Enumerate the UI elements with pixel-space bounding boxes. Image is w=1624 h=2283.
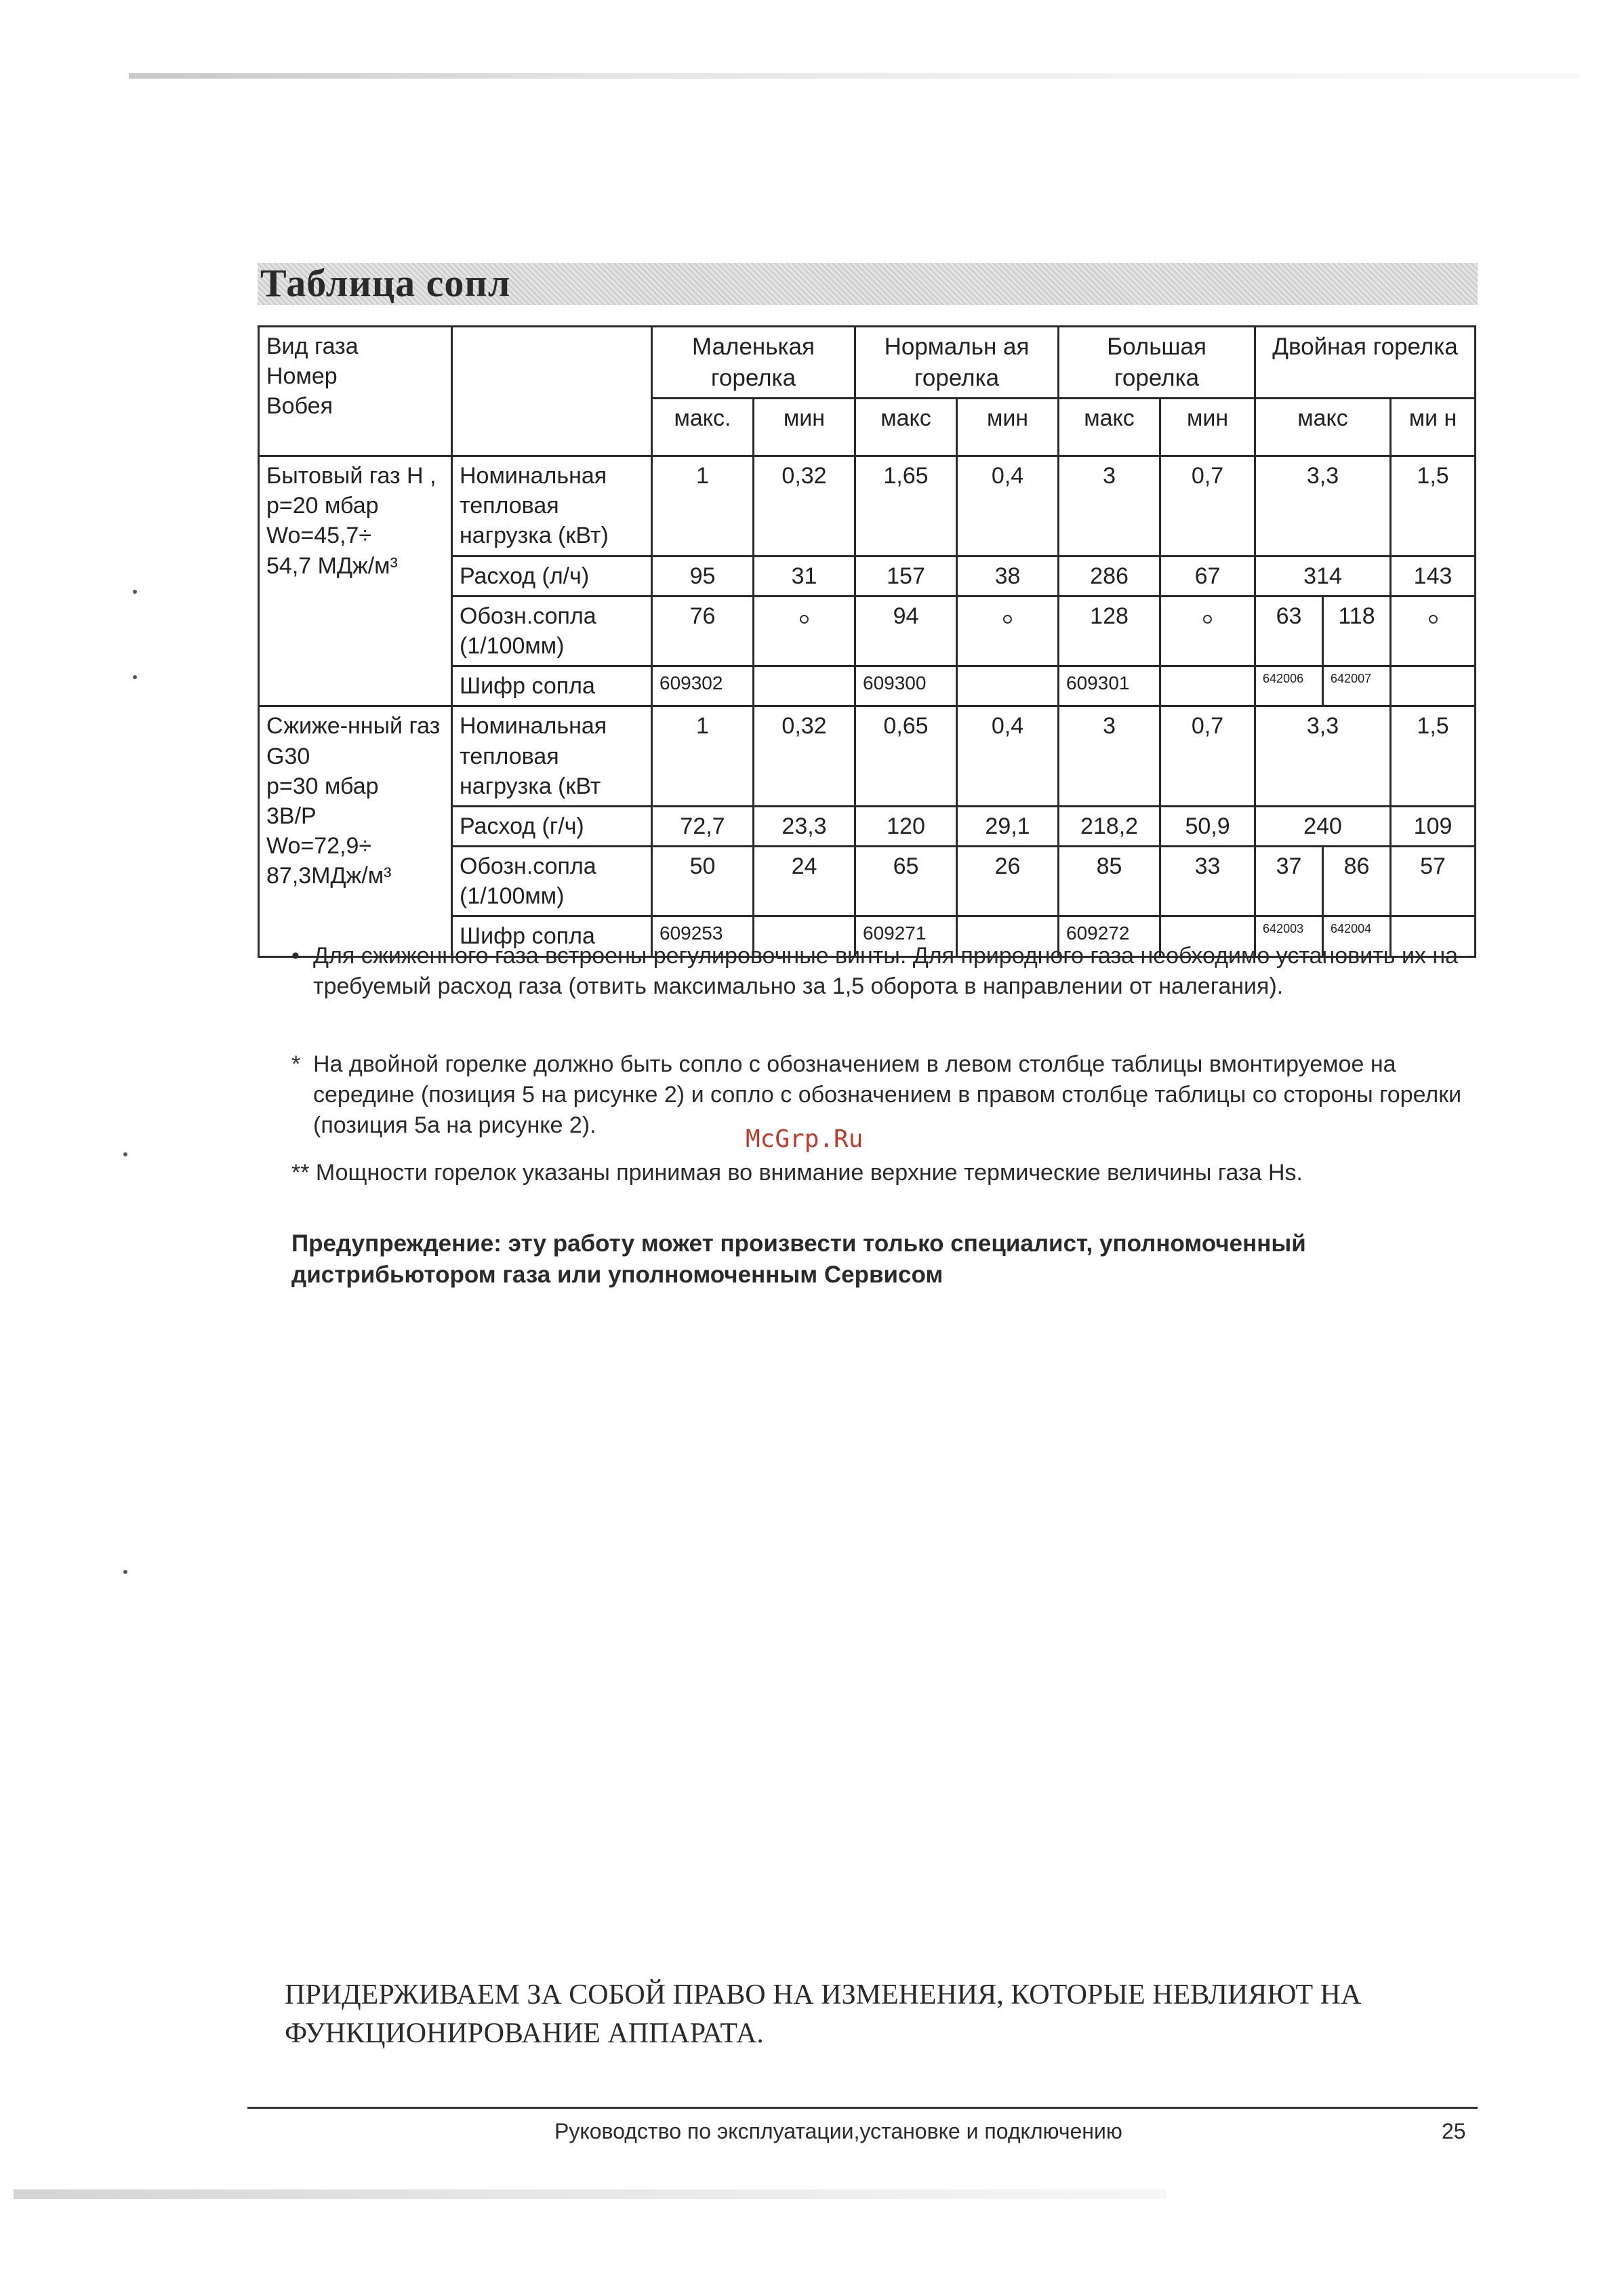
table-cell: 120 (855, 806, 957, 846)
table-cell: 37 (1255, 847, 1323, 916)
table-cell: 3,3 (1255, 706, 1391, 807)
table-cell: 95 (652, 556, 754, 596)
table-cell: 0,7 (1160, 706, 1255, 807)
table-cell: 314 (1255, 556, 1391, 596)
header-gas-type: Вид газа (266, 334, 359, 359)
table-row (259, 706, 1476, 807)
gas1-label-line: р=20 мбар (266, 493, 379, 519)
header-normal-burner: Нормальн ая горелка (855, 327, 1059, 399)
table-cell: 65 (855, 847, 957, 916)
header-max: макс (1255, 399, 1391, 456)
gas2-label-line: 3B/P (266, 803, 317, 829)
header-max: макс (855, 399, 957, 456)
table-cell: 0,32 (754, 456, 855, 557)
table-cell: 609302 (652, 666, 754, 706)
table-cell: 31 (754, 556, 855, 596)
param-label: Номинальная тепловая нагрузка (кВт) (452, 456, 652, 557)
table-cell: 3,3 (1255, 456, 1391, 557)
table-cell: 1 (652, 456, 754, 557)
gas2-label-line: 87,3МДж/м³ (266, 863, 392, 889)
table-cell: 57 (1391, 847, 1476, 916)
watermark: McGrp.Ru (746, 1125, 864, 1153)
table-cell (1160, 596, 1255, 666)
param-label: Номинальная тепловая нагрузка (кВт (452, 706, 652, 807)
header-row-burners (259, 327, 1476, 399)
nozzle-table (258, 325, 1476, 958)
table-cell: 26 (957, 847, 1059, 916)
table-cell: 609301 (1059, 666, 1160, 706)
gas2-label-line: Сжиже-нный газ G30 (266, 713, 441, 769)
table-cell: 63 (1255, 596, 1323, 666)
param-label: Обозн.сопла (1/100мм) (452, 596, 652, 666)
table-cell: 50,9 (1160, 806, 1255, 846)
table-cell: 76 (652, 596, 754, 666)
table-cell: 86 (1323, 847, 1391, 916)
gas1-label-line: Wo=45,7÷ (266, 523, 372, 549)
gas2-label-line: Wo=72,9÷ (266, 833, 372, 860)
header-gas-cell (259, 327, 452, 456)
footer-divider (247, 2107, 1478, 2109)
header-gas-number: Номер (266, 363, 338, 390)
page-number: 25 (1442, 2119, 1466, 2143)
table-cell: 157 (855, 556, 957, 596)
table-cell: 128 (1059, 596, 1160, 666)
note-text: Для сжиженного газа встроены регулировочные винты. Для природного газа необходимо установить их на требуемый расход газа (отвить максимально за 1,5 оборота в направлении от налегания). (313, 943, 1459, 999)
header-max: макс (1059, 399, 1160, 456)
table-cell: 286 (1059, 556, 1160, 596)
reserved-rights-notice: ПРИДЕРЖИВАЕМ ЗА СОБОЙ ПРАВО НА ИЗМЕНЕНИЯ, КОТОРЫЕ НЕВЛИЯЮТ НА ФУНКЦИОНИРОВАНИЕ АППАРАТА. (285, 1979, 1362, 2049)
table-cell: 118 (1323, 596, 1391, 666)
note-burner-power (291, 1158, 1484, 1188)
table-cell: 642007 (1323, 666, 1391, 706)
table-cell: 85 (1059, 847, 1160, 916)
param-label: Шифр сопла (452, 916, 652, 956)
table-cell: 3 (1059, 706, 1160, 807)
note-adjust-screws (291, 941, 1484, 1002)
table-cell: 0,7 (1160, 456, 1255, 557)
header-large-burner: Большая горелка (1059, 327, 1255, 399)
header-blank (452, 327, 652, 456)
table-cell: 94 (855, 596, 957, 666)
adjust-screw-marker-icon (1429, 615, 1438, 624)
header-small-burner: Маленькая горелка (652, 327, 855, 399)
table-cell: 33 (1160, 847, 1255, 916)
adjust-screw-marker-icon (1203, 615, 1212, 624)
footer-title: Руководство по эксплуатации,установке и подключению (554, 2119, 1122, 2143)
header-min: мин (957, 399, 1059, 456)
table-cell: 609272 (1059, 916, 1160, 956)
param-label: Обозн.сопла (1/100мм) (452, 847, 652, 916)
note-text: ** Мощности горелок указаны принимая во внимание верхние термические величины газа Hs. (291, 1160, 1303, 1186)
scan-shadow-top (129, 73, 1579, 79)
gas1-label-line: Бытовый газ Н , (266, 463, 437, 489)
table-cell: 72,7 (652, 806, 754, 846)
table-row (259, 456, 1476, 557)
table-cell: 38 (957, 556, 1059, 596)
table-cell: 1,5 (1391, 456, 1476, 557)
table-cell: 109 (1391, 806, 1476, 846)
table-cell (957, 596, 1059, 666)
scan-shadow-bottom (14, 2189, 1166, 2199)
adjust-screw-marker-icon (1003, 615, 1012, 624)
scan-speck (133, 675, 137, 679)
table-cell: 0,4 (957, 706, 1059, 807)
table-cell: 67 (1160, 556, 1255, 596)
table-cell: 29,1 (957, 806, 1059, 846)
header-max: макс. (652, 399, 754, 456)
note-text: На двойной горелке должно быть сопло с обозначением в левом столбце таблицы вмонтируемое на середине (позиция 5 на рисунке 2) и сопло с обозначением в правом столбце таблицы со стороны горелки (позиция 5а на рисунке 2). (313, 1051, 1462, 1138)
table-cell (1160, 666, 1255, 706)
adjust-screw-marker-icon (800, 615, 809, 624)
scan-speck (133, 590, 137, 594)
table-cell: 642004 (1323, 916, 1391, 956)
table-cell: 1 (652, 706, 754, 807)
table-cell: 642006 (1255, 666, 1323, 706)
table-cell: 609300 (855, 666, 957, 706)
param-label: Расход (г/ч) (452, 806, 652, 846)
table-cell: 1,65 (855, 456, 957, 557)
table-cell: 0,65 (855, 706, 957, 807)
table-cell: 3 (1059, 456, 1160, 557)
table-cell (1391, 596, 1476, 666)
table-cell (754, 666, 855, 706)
note-double-burner (291, 1049, 1484, 1141)
table-cell: 24 (754, 847, 855, 916)
table-cell: 240 (1255, 806, 1391, 846)
table-cell: 609253 (652, 916, 754, 956)
table-cell: 1,5 (1391, 706, 1476, 807)
table-cell (957, 666, 1059, 706)
table-cell: 0,32 (754, 706, 855, 807)
gas2-label (259, 706, 452, 956)
note-asterisk: * (291, 1051, 301, 1077)
header-min: мин (754, 399, 855, 456)
table-cell: 0,4 (957, 456, 1059, 557)
header-min: ми н (1391, 399, 1476, 456)
table-cell (1391, 666, 1476, 706)
table-cell (754, 596, 855, 666)
note-bullet-icon: • (291, 943, 300, 969)
table-cell: 143 (1391, 556, 1476, 596)
gas1-label-line: 54,7 МДж/м³ (266, 552, 398, 579)
table-cell: 50 (652, 847, 754, 916)
param-label: Расход (л/ч) (452, 556, 652, 596)
param-label: Шифр сопла (452, 666, 652, 706)
header-gas-wobbe: Вобея (266, 393, 333, 420)
gas2-label-line: р=30 мбар (266, 773, 379, 799)
page-title: Таблица сопл (260, 261, 511, 305)
table-cell: 218,2 (1059, 806, 1160, 846)
header-double-burner: Двойная горелка (1255, 327, 1476, 399)
table-cell: 23,3 (754, 806, 855, 846)
scan-speck (123, 1570, 127, 1574)
table-cell: 642003 (1255, 916, 1323, 956)
table-cell: 609271 (855, 916, 957, 956)
warning-text: Предупреждение: эту работу может произвести только специалист, уполномоченный дистрибьютором газа или уполномоченным Сервисом (291, 1230, 1306, 1289)
header-min: мин (1160, 399, 1255, 456)
scan-speck (123, 1152, 127, 1156)
gas1-label (259, 456, 452, 706)
